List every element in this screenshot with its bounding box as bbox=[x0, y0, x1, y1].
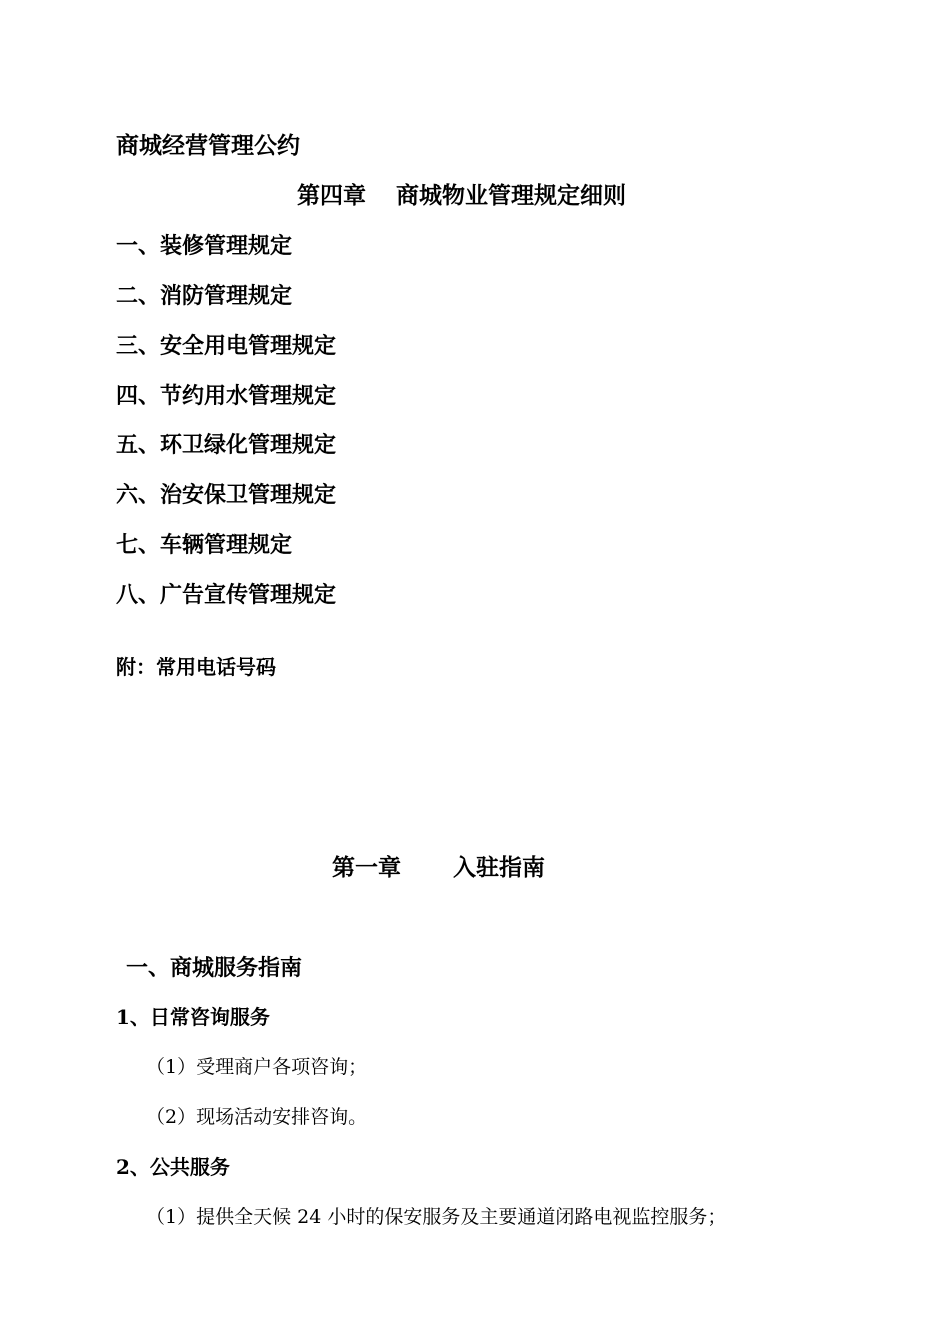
subsection-heading: 1、日常咨询服务 bbox=[116, 1005, 270, 1029]
list-item: （1）提供全天候 24 小时的保安服务及主要通道闭路电视监控服务； bbox=[146, 1206, 727, 1228]
toc-item: 二、消防管理规定 bbox=[116, 283, 293, 309]
toc-item: 六、治安保卫管理规定 bbox=[116, 482, 337, 508]
chapter4-title: 商城物业管理规定细则 bbox=[396, 182, 626, 209]
toc-item: 七、车辆管理规定 bbox=[116, 532, 293, 558]
appendix-phone-numbers: 附：常用电话号码 bbox=[116, 655, 276, 679]
subsection-heading: 2、公共服务 bbox=[116, 1155, 230, 1179]
section-heading: 一、商城服务指南 bbox=[126, 955, 303, 981]
toc-item: 三、安全用电管理规定 bbox=[116, 333, 337, 359]
toc-item: 一、装修管理规定 bbox=[116, 233, 293, 259]
toc-item: 八、广告宣传管理规定 bbox=[116, 582, 337, 608]
chapter1-number: 第一章 bbox=[332, 854, 401, 881]
chapter4-heading bbox=[297, 184, 626, 207]
chapter4-number: 第四章 bbox=[297, 182, 366, 209]
chapter1-heading bbox=[332, 856, 545, 879]
list-item: （1）受理商户各项咨询； bbox=[146, 1056, 368, 1078]
toc-item: 五、环卫绿化管理规定 bbox=[116, 432, 337, 458]
chapter1-title: 入驻指南 bbox=[453, 854, 545, 881]
toc-item: 四、节约用水管理规定 bbox=[116, 383, 337, 409]
document-title: 商城经营管理公约 bbox=[116, 132, 300, 159]
list-item: （2）现场活动安排咨询。 bbox=[146, 1106, 368, 1128]
